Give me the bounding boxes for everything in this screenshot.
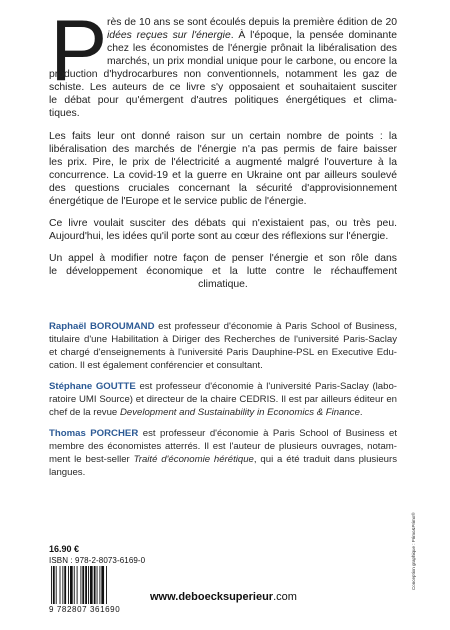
bio-goutte-line-2: ratoire UMI Source) et directeur de la chaire CEDRIS. Il est par ailleurs éditeur en bbox=[49, 394, 397, 405]
bio-goutte-line-3: chef de la revue Development and Sustainability in Economics & Finance. bbox=[49, 407, 363, 418]
bio-porcher-line-1: Thomas PORCHER est professeur d'économie à Paris School of Business et bbox=[49, 428, 397, 439]
publisher-website: www.deboecksuperieur.com bbox=[150, 591, 297, 603]
intro-line-8: tiques. bbox=[49, 108, 80, 119]
barcode-bar bbox=[97, 566, 98, 604]
author-name: Stéphane GOUTTE bbox=[49, 381, 136, 392]
bio-boroumand-line-4: cation. Il est également conférencier et consultant. bbox=[49, 360, 263, 371]
drop-cap: P bbox=[50, 3, 108, 99]
bio-porcher-line-2: membre des économistes atterrés. Il est l'auteur de plusieurs ouvrages, notam- bbox=[49, 441, 397, 452]
price: 16.90 € bbox=[49, 544, 80, 554]
p2-line-6: énergétique de l'Europe et le service public de l'énergie. bbox=[49, 196, 307, 207]
intro-line-6: schiste. Les auteurs de ce livre s'y opposaient et souhaitaient susciter bbox=[49, 82, 397, 93]
author-name: Raphaël BOROUMAND bbox=[49, 321, 155, 332]
p4-line-2: le développement économique et la lutte contre le réchauffement bbox=[49, 266, 397, 277]
barcode-bar bbox=[77, 566, 78, 604]
barcode-digits: 9 782807 361690 bbox=[49, 605, 121, 614]
barcode-bar bbox=[90, 566, 93, 604]
p2-line-2: libéralisation des marchés de l'énergie n'a pas permis de faire baisser bbox=[49, 144, 397, 155]
intro-line-2: idées reçues sur l'énergie. À l'époque, la pensée dominante bbox=[107, 30, 397, 41]
p2-line-1: Les faits leur ont donné raison sur un certain nombre de points : la bbox=[49, 131, 397, 142]
barcode-bar bbox=[53, 566, 55, 604]
p4-line-1: Un appel à modifier notre façon de penser l'énergie et son rôle dans bbox=[49, 253, 397, 264]
p4-line-3: climatique. bbox=[198, 279, 248, 290]
barcode-bar bbox=[94, 566, 96, 604]
barcode-bar bbox=[56, 566, 57, 604]
bio-porcher-line-3: ment le best-seller Traité d'économie hérétique, qui a été traduit dans plusieurs bbox=[49, 454, 397, 465]
bio-goutte-line-1: Stéphane GOUTTE est professeur d'économie à l'université Paris-Saclay (labo- bbox=[49, 381, 397, 392]
barcode-bar bbox=[88, 566, 89, 604]
barcode-bar bbox=[70, 566, 73, 604]
bio-boroumand-line-2: titulaire d'une Habilitation à Diriger des Recherches de l'université Paris-Saclay bbox=[49, 334, 397, 345]
barcode-bar bbox=[80, 566, 81, 604]
intro-line-5: production d'hydrocarbures non conventionnels, notamment les gaz de bbox=[49, 69, 397, 80]
barcode-bar bbox=[85, 566, 87, 604]
barcode-bar bbox=[51, 566, 52, 604]
p2-line-4: concurrence. La covid-19 et la guerre en Ukraine ont par ailleurs soulevé bbox=[49, 170, 397, 181]
barcode-bar bbox=[74, 566, 75, 604]
author-name: Thomas PORCHER bbox=[49, 428, 139, 439]
barcode-bar bbox=[62, 566, 63, 604]
barcode-bar bbox=[99, 566, 100, 604]
p2-line-5: des questions cruciales concernant la sécurité d'approvisionnement bbox=[49, 183, 397, 194]
bio-boroumand-line-1: Raphaël BOROUMAND est professeur d'économie à Paris School of Business, bbox=[49, 321, 397, 332]
barcode-bar bbox=[82, 566, 84, 604]
intro-line-4: marchés, un prix mondial unique pour le carbone, ou encore la bbox=[107, 56, 397, 67]
isbn: ISBN : 978-2-8073-6169-0 bbox=[49, 556, 146, 565]
intro-line-7: le débat pour qu'émergent d'autres politiques énergétiques et clima- bbox=[49, 95, 397, 106]
p2-line-3: les prix. Pire, le prix de l'électricité a augmenté malgré l'ouverture à la bbox=[49, 157, 397, 168]
barcode bbox=[50, 566, 134, 604]
barcode-bar bbox=[101, 566, 104, 604]
barcode-bar bbox=[60, 566, 61, 604]
intro-line-3: chez les économistes de l'énergie prônait la libéralisation des bbox=[107, 43, 397, 54]
design-credit: Conception graphique : Primo&Primo® bbox=[411, 512, 416, 590]
bio-boroumand-line-3: et chargé d'enseignements à l'université Paris Dauphine-PSL en Executive Edu- bbox=[49, 347, 397, 358]
barcode-bar bbox=[106, 566, 107, 604]
p3-line-2: Aujourd'hui, les idées qu'il porte sont au cœur des réflexions sur l'énergie. bbox=[49, 231, 389, 242]
barcode-bar bbox=[68, 566, 69, 604]
barcode-bar bbox=[64, 566, 66, 604]
bio-porcher-line-4: langues. bbox=[49, 467, 86, 478]
intro-line-1: rès de 10 ans se sont écoulés depuis la première édition de 20 bbox=[107, 17, 397, 28]
p3-line-1: Ce livre voulait susciter des débats qui n'existaient pas, ou très peu. bbox=[49, 218, 397, 229]
